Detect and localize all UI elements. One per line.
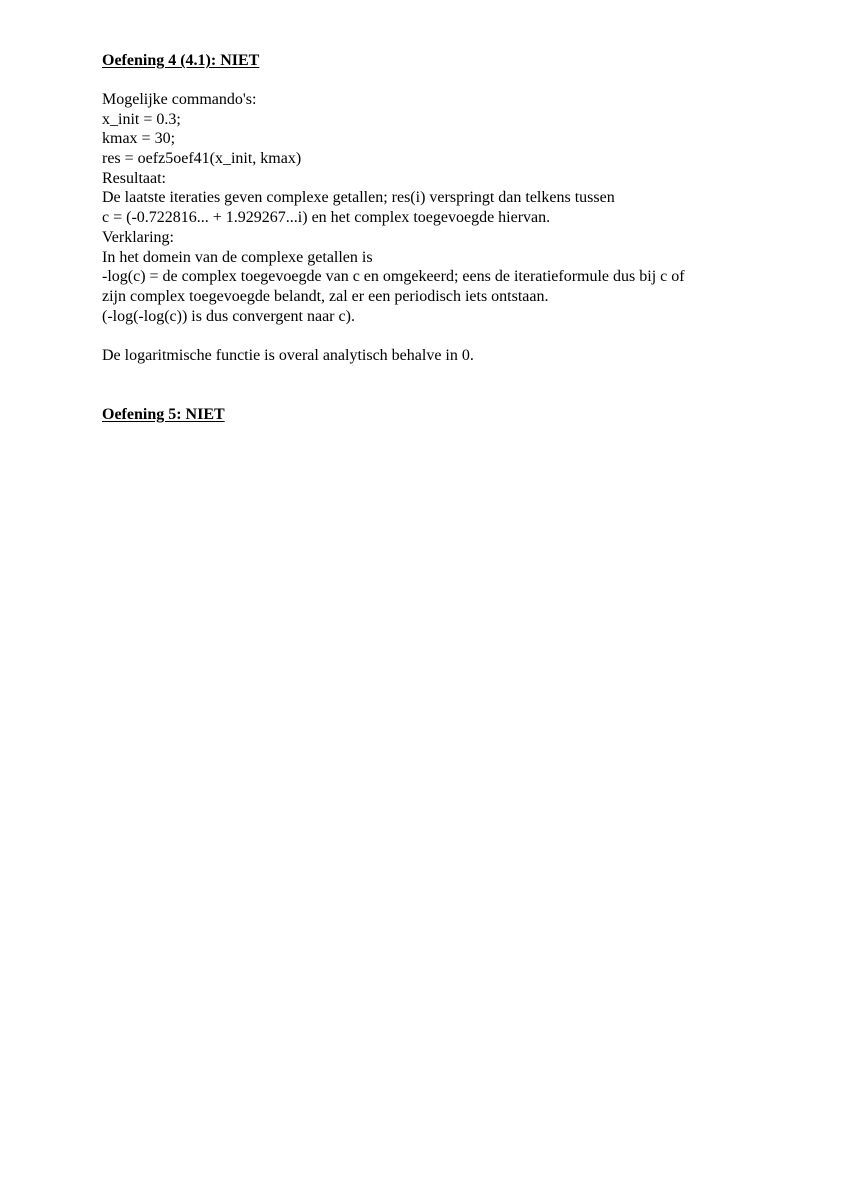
explanation-text-line-3: zijn complex toegevoegde belandt, zal er een periodisch iets ontstaan. — [102, 287, 549, 305]
exercise-4-body — [102, 90, 802, 366]
explanation-text-line-1: In het domein van de complexe getallen is — [102, 248, 373, 266]
command-line-x-init: x_init = 0.3; — [102, 110, 181, 128]
result-text-line-1: De laatste iteraties geven complexe getallen; res(i) verspringt dan telkens tussen — [102, 189, 615, 207]
commands-label: Mogelijke commando's: — [102, 91, 257, 108]
conclusion-text: De logaritmische functie is overal analytisch behalve in 0. — [102, 346, 474, 364]
explanation-text-line-4: (-log(-log(c)) is dus convergent naar c). — [102, 307, 355, 325]
explanation-label: Verklaring: — [102, 228, 174, 246]
result-label: Resultaat: — [102, 169, 166, 187]
exercise-5-heading: Oefening 5: NIET — [102, 406, 225, 423]
explanation-text-line-2: -log(c) = de complex toegevoegde van c en omgekeerd; eens de iteratieformule dus bij c of — [102, 268, 685, 286]
command-line-res: res = oefz5oef41(x_init, kmax) — [102, 150, 302, 168]
paragraph-gap — [102, 326, 802, 346]
exercise-4-heading: Oefening 4 (4.1): NIET — [102, 52, 260, 69]
result-text-line-2: c = (-0.722816... + 1.929267...i) en het complex toegevoegde hiervan. — [102, 209, 551, 227]
command-line-kmax: kmax = 30; — [102, 130, 176, 148]
